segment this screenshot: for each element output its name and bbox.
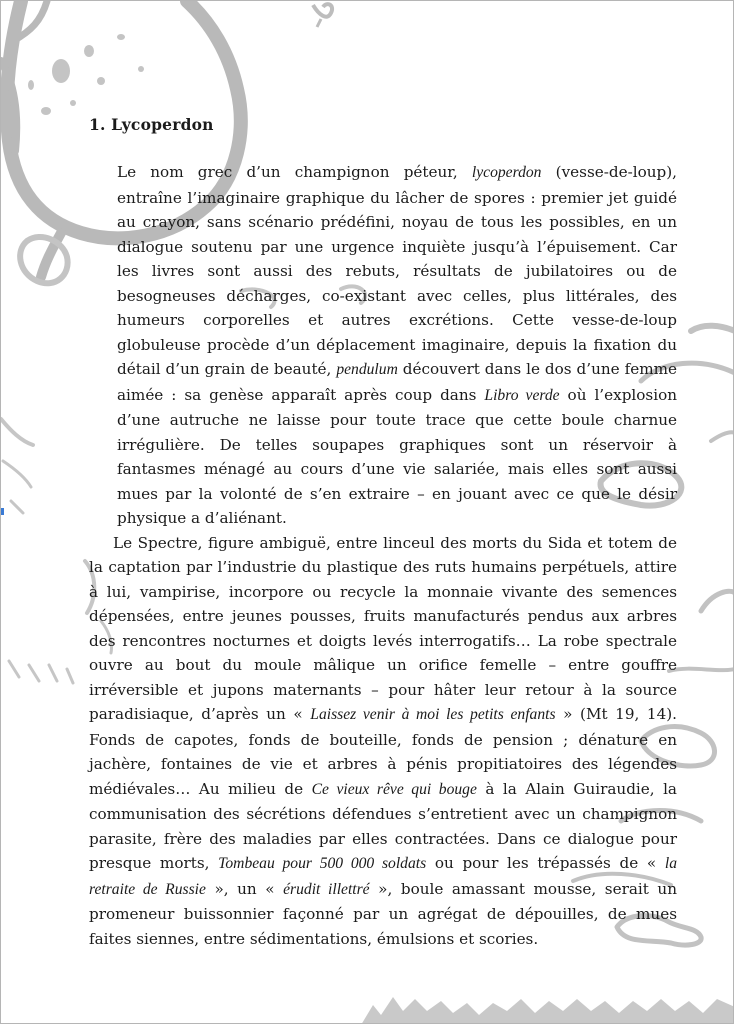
grass-strip — [361, 997, 734, 1024]
edge-marker — [1, 508, 4, 515]
italic-title: Ce vieux rêve qui bouge — [311, 780, 477, 798]
text-run: » (Mt 19, 14). Fonds de capotes, fonds de bouteille, fonds de pension ; dénature en jachère, fontaines de vie et arbres à pénis propitiatoires des légendes médiévales… Au milieu de — [89, 705, 678, 798]
paragraph-spectre — [89, 531, 677, 952]
article — [89, 113, 677, 951]
top-sketch — [313, 4, 332, 17]
italic-quote: la retraite de Russie — [89, 855, 678, 898]
top-sketch-stroke — [317, 19, 321, 27]
text-run: découvert dans le dos d’une femme aimée : sa genèse apparaît après coup dans — [117, 360, 677, 404]
italic-title: Tombeau pour 500 000 soldats — [218, 855, 427, 872]
text-run: ou pour les trépassés de « — [426, 854, 665, 872]
italic-quote: Laissez venir à moi les petits enfants — [310, 706, 556, 723]
text-run: Le nom grec d’un champignon péteur, — [117, 163, 472, 181]
text-run: à la Alain Guiraudie, la communisation des sécrétions défendues s’entretient avec un champignon parasite, frère des maladies par elles contractées. Dans ce dialogue pour presque morts, — [89, 779, 677, 872]
section-heading: 1. Lycoperdon — [89, 115, 214, 134]
italic-quote: érudit illettré — [283, 880, 370, 898]
italic-term: pendulum — [336, 361, 398, 378]
text-run: », boule amassant mousse, serait un promeneur buissonnier façonné par un agrégat de dépouilles, de mues faites siennes, entre sédimentations, émulsions et scories. — [89, 879, 677, 948]
text-run: où l’explosion d’une autruche ne laisse pour toute trace que cette boule charnue irrégulière. De telles soupapes graphiques sont un réservoir à fantasmes ménagé au cours d’une vie salariée, mais elles sont aussi mues par la volonté de s’en extraire – en jouant avec ce que le désir physique a d’aliénant. — [117, 385, 677, 527]
paragraph-lycoperdon — [89, 160, 677, 531]
puffball-spots — [28, 34, 144, 115]
italic-term: lycoperdon — [471, 164, 542, 181]
italic-title: Libro verde — [484, 386, 560, 404]
text-run: (vesse-de-loup), entraîne l’imaginaire graphique du lâcher de spores : premier jet guidé au crayon, sans scénario prédéfini, noyau de tous les possibles, en un dialogue soutenu par une urgence inquiète jusqu’à l’épuisement. Car les livres sont aussi des rebuts, résultats de jubilatoires ou de besogneuses décharges, co-existant avec celles, plus littérales, des humeurs corporelles et autres excrétions. Cette vesse-de-loup globuleuse procède d’un déplacement imaginaire, depuis la fixation du détail d’un grain de beauté, — [117, 163, 677, 378]
text-run: », un « — [205, 879, 284, 898]
text-run: Le Spectre, figure ambiguë, entre linceul des morts du Sida et totem de la captation par l’industrie du plastique des ruts humains perpétuels, attire à lui, vampirise, incorpore ou recycle la monnaie vivante des semences dépensées, entre jeunes pousses, fruits manufacturés pendus aux arbres des rencontres nocturnes et doigts levés interrogatifs… La robe spectrale ouvre au bout du moule mâlique un orifice femelle – entre gouffre irréversible et jupons maternants – pour hâter leur retour à la source paradisiaque, d’après un « — [89, 533, 677, 723]
